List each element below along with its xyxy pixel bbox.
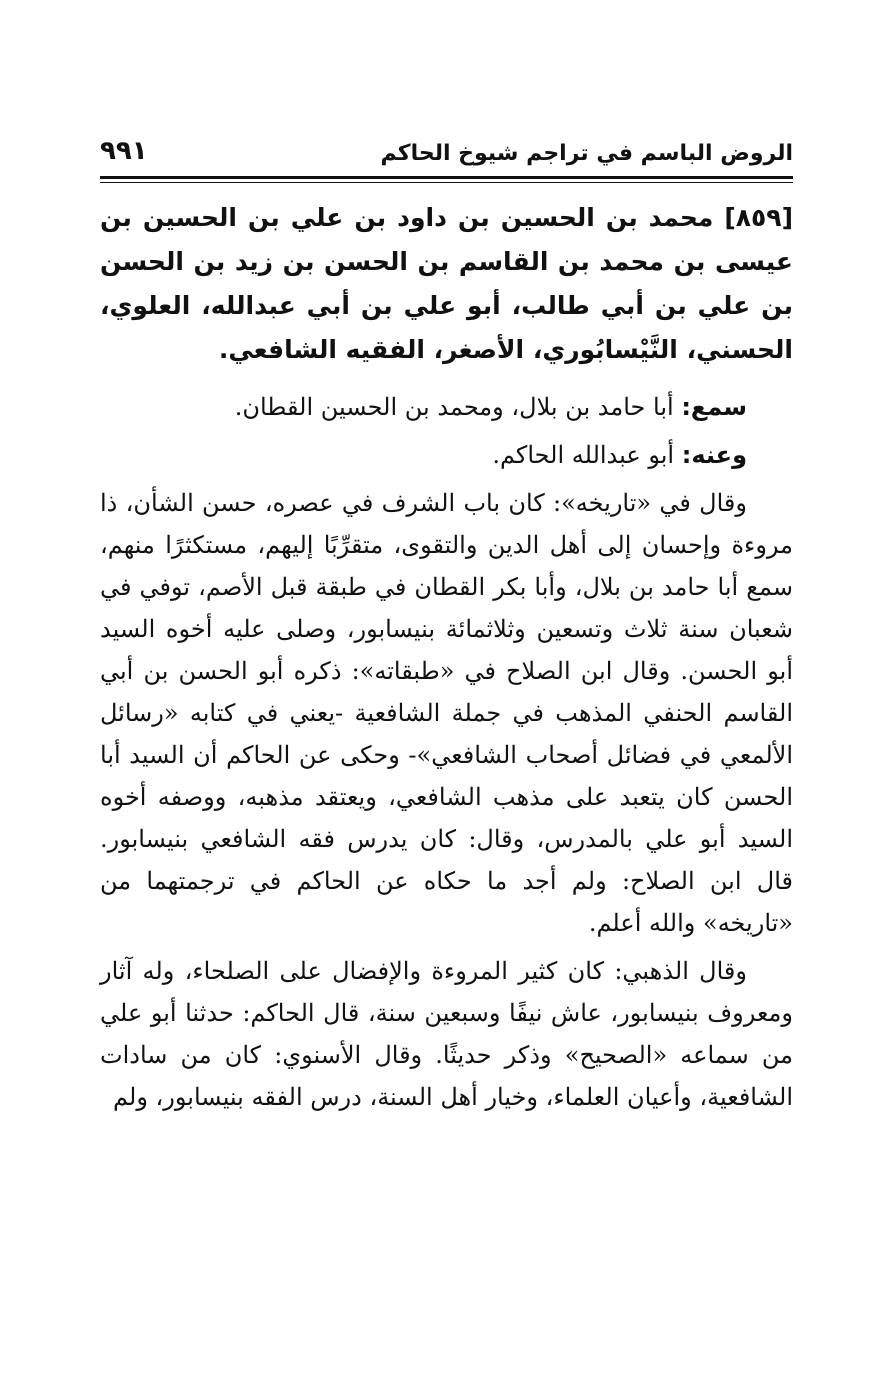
heard-label: سمع: bbox=[681, 393, 747, 421]
entry-number: [٨٥٩] bbox=[724, 203, 793, 232]
header-rule-thick bbox=[100, 176, 793, 179]
from-him-label: وعنه: bbox=[681, 441, 747, 469]
entry-name: محمد بن الحسين بن داود بن علي بن الحسين بن عيسى بن محمد بن القاسم بن الحسن بن زيد بن الحسن بن علي بن أبي طالب، أبو علي بن أبي عبدالله، العلوي، الحسني، النَّيْسابُوري، الأصغر، الفقيه الشافعي. bbox=[100, 203, 793, 364]
heard-text: أبا حامد بن بلال، ومحمد بن الحسين القطان. bbox=[234, 393, 674, 421]
biography-paragraph: وقال في «تاريخه»: كان باب الشرف في عصره، حسن الشأن، ذا مروءة وإحسان إلى أهل الدين والتقوى، متقرِّبًا إليهم، مستكثرًا منهم، سمع أبا حامد بن بلال، وأبا بكر القطان في طبقة قبل الأصم، توفي في شعبان سنة ثلاث وتسعين وثلاثمائة بنيسابور، وصلى عليه أخوه السيد أبو الحسن. وقال ابن الصلاح في «طبقاته»: ذكره أبو الحسن بن أبي القاسم الحنفي المذهب في جملة الشافعية -يعني في كتابه «رسائل الألمعي في فضائل أصحاب الشافعي»- وحكى عن الحاكم أن السيد أبا الحسن كان يتعبد على مذهب الشافعي، ويعتقد مذهبه، ووصفه أخوه السيد أبو علي بالمدرس، وقال: كان يدرس فقه الشافعي بنيسابور. قال ابن الصلاح: ولم أجد ما حكاه عن الحاكم في ترجمتهما من «تاريخه» والله أعلم. bbox=[100, 489, 794, 937]
running-title: الروض الباسم في تراجم شيوخ الحاكم bbox=[380, 141, 793, 166]
dhahabi-paragraph: وقال الذهبي: كان كثير المروءة والإفضال على الصلحاء، وله آثار ومعروف بنيسابور، عاش نيفًا وسبعين سنة، قال الحاكم: حدثنا أبو علي من سماعه «الصحيح» وذكر حديثًا. وقال الأسنوي: كان من سادات الشافعية، وأعيان العلماء، وخيار أهل السنة، درس الفقه بنيسابور، ولم bbox=[100, 957, 793, 1111]
page-number: ٩٩١ bbox=[100, 136, 148, 166]
page-header bbox=[100, 134, 793, 174]
from-him-text: أبو عبدالله الحاكم. bbox=[492, 441, 675, 469]
heard-line bbox=[100, 386, 793, 428]
from-him-line bbox=[100, 434, 793, 476]
header-rule-thin bbox=[100, 182, 793, 183]
entry-heading bbox=[100, 196, 793, 372]
page-body bbox=[100, 196, 793, 1124]
